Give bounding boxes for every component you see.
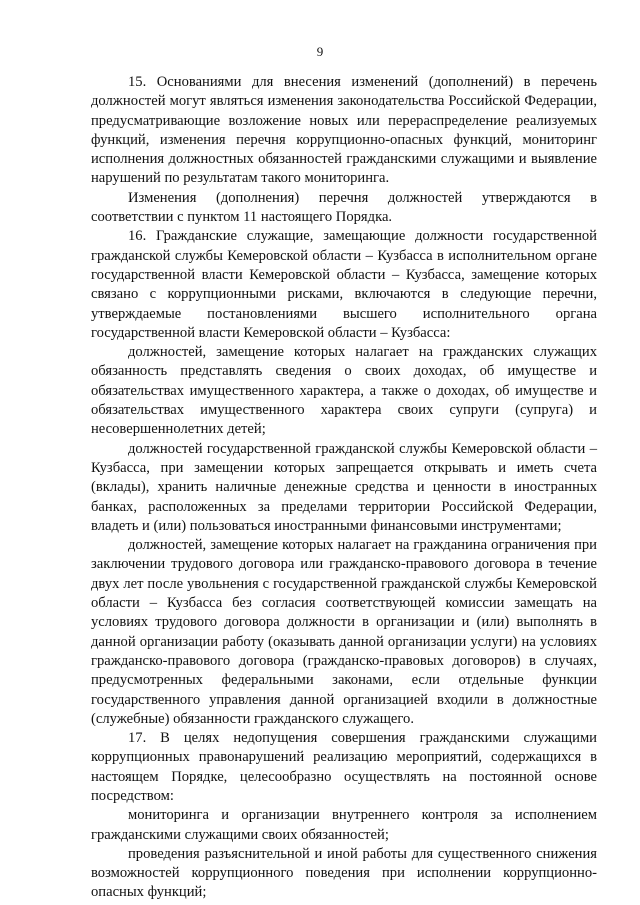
- list-item-income-disclosure: должностей, замещение которых налагает на гражданских служащих обязанность представлять сведения о своих доходах, об имуществе и обязательствах имущественного характера, а также о доходах, об имуществе и обязательствах имущественного характера своих супруги (супруга) и несовершеннолетних детей;: [91, 344, 597, 438]
- paragraph-15-changes: Изменения (дополнения) перечня должностей утверждаются в соответствии с пунктом 11 настоящего Порядка.: [91, 189, 597, 226]
- page-number: 9: [316, 44, 324, 59]
- document-body: [91, 73, 597, 903]
- list-item-explanatory-work: проведения разъяснительной и иной работы для существенного снижения возможностей коррупционного поведения при исполнении коррупционно-опасных функций;: [91, 845, 597, 901]
- list-item-monitoring: мониторинга и организации внутреннего контроля за исполнением гражданскими служащими своих обязанностей;: [91, 807, 597, 843]
- paragraph-17: 17. В целях недопущения совершения гражданскими служащими коррупционных правонарушений реализацию мероприятий, содержащихся в настоящем Порядке, целесообразно осуществлять на постоянной основе посредством:: [91, 730, 597, 804]
- paragraph-15: 15. Основаниями для внесения изменений (дополнений) в перечень должностей могут являться изменения законодательства Российской Федерации, предусматривающие возложение новых или перераспределение реализуемых функций, изменения перечня коррупционно-опасных функций, мониторинг исполнения должностных обязанностей гражданскими служащими и выявление нарушений по результатам такого мониторинга.: [91, 74, 597, 187]
- list-item-foreign-accounts: должностей государственной гражданской службы Кемеровской области – Кузбасса, при замещении которых запрещается открывать и иметь счета (вклады), хранить наличные денежные средства и ценности в иностранных банках, расположенных за пределами территории Российской Федерации, владеть и (или) пользоваться иностранными финансовыми инструментами;: [91, 440, 597, 534]
- list-item-employment-restrictions: должностей, замещение которых налагает на гражданина ограничения при заключении трудового договора или гражданско-правового договора в течение двух лет после увольнения с государственной гражданской службы Кемеровской области – Кузбасса без согласия соответствующей комиссии замещать на условиях трудового договора должности в организации и (или) выполнять в данной организации работу (оказывать данной организации услуги) на условиях гражданско-правового договора (гражданско-правовых договоров) в случаях, предусмотренных федеральными законами, если отдельные функции государственного управления данной организацией входили в должностные (служебные) обязанности гражданского служащего.: [91, 537, 597, 727]
- paragraph-16: 16. Гражданские служащие, замещающие должности государственной гражданской службы Кемеровской области – Кузбасса в исполнительном органе государственной власти Кемеровской области – Кузбасса, замещение которых связано с коррупционными рисками, включаются в следующие перечни, утверждаемые постановлениями высшего исполнительного органа государственной власти Кемеровской области – Кузбасса:: [91, 228, 597, 341]
